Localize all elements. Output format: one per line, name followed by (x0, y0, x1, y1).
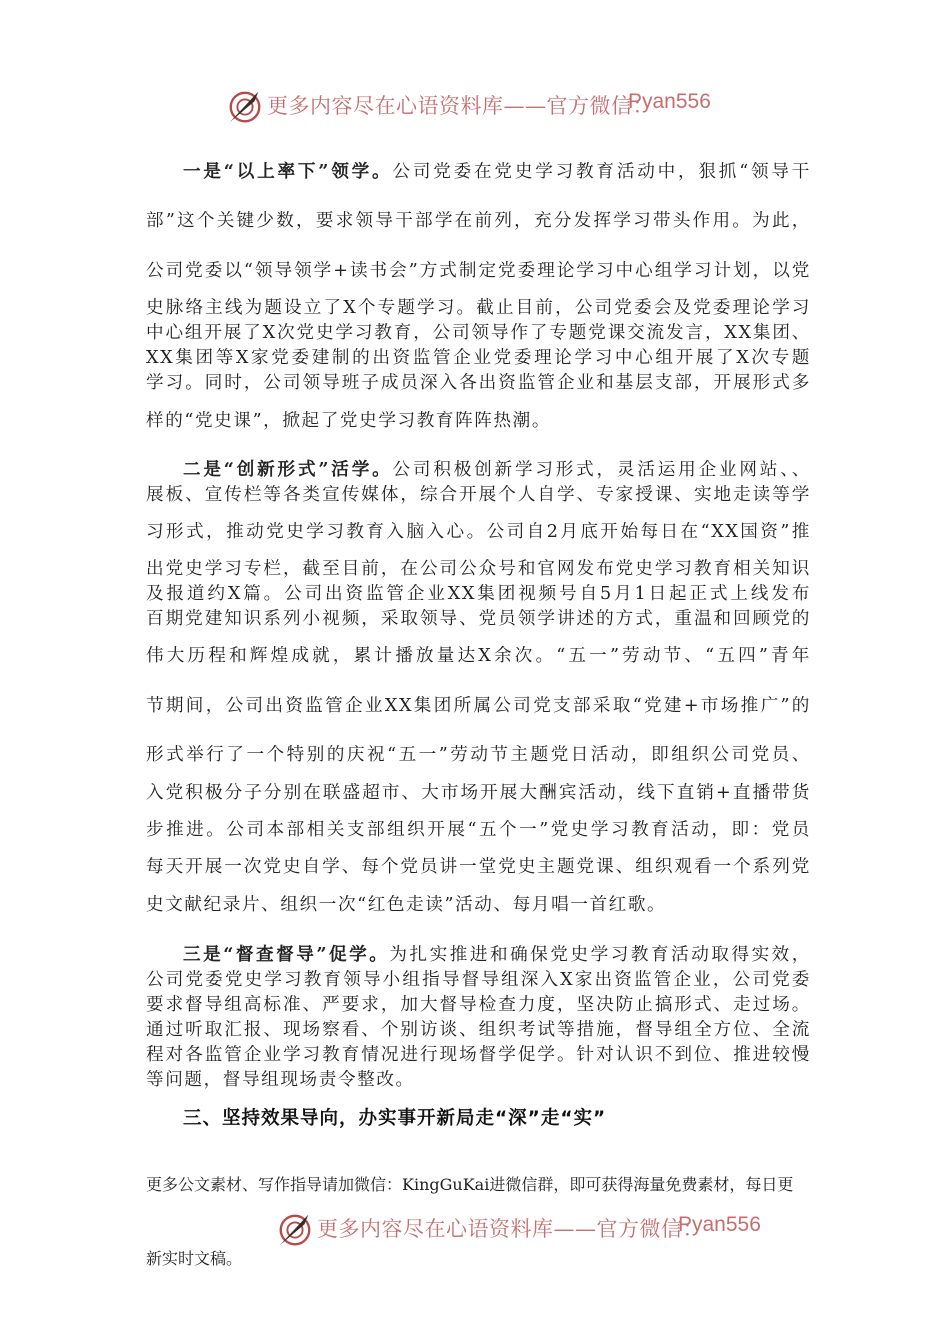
footer-line-1: 更多公文素材、写作指导请加微信：KingGuKai进微信群，即可获得海量免费素材，每日更 (146, 1175, 794, 1194)
watermark-wechat-id: Pyan556 (678, 1213, 761, 1236)
para3-line-3: 要求督导组高标准、严要求，加大督导检查力度，坚决防止搞形式、走过场。 (146, 995, 811, 1015)
para2-line-11: 步推进。公司本部相关支部组织开展“五个一”党史学习教育活动，即：党员 (146, 820, 811, 840)
para2-line-9: 形式举行了一个特别的庆祝“五一”劳动节主题党日活动，即组织公司党员、 (146, 745, 811, 765)
watermark-text: 更多内容尽在心语资料库——官方微信： (267, 94, 654, 118)
para1-line-6: XX集团等X家党委建制的出资监管企业党委理论学习中心组开展了X次专题 (146, 348, 811, 368)
para2-line-3: 习形式，推动党史学习教育入脑入心。公司自2月底开始每日在“XX国资”推 (146, 522, 811, 542)
para1-line-4: 史脉络主线为题设立了X个专题学习。截止目前，公司党委会及党委理论学习 (146, 298, 811, 318)
bottom-watermark-banner (0, 1205, 950, 1253)
top-watermark-banner (0, 82, 950, 130)
para2-line-1: 二是“创新形式”活学。公司积极创新学习形式，灵活运用企业网站、、 (183, 459, 811, 480)
watermark-wechat-id: Pyan556 (628, 90, 711, 113)
para2-line-13: 史文献纪录片、组织一次“红色走读”活动、每月唱一首红歌。 (146, 895, 667, 915)
quill-logo-icon (226, 88, 264, 126)
section-heading: 三、坚持效果导向，办实事开新局走“深”走“实” (183, 1108, 607, 1129)
para2-line-12: 每天开展一次党史自学、每个党员讲一堂党史主题党课、组织观看一个系列党 (146, 857, 811, 877)
para1-line-8: 样的“党史课”，掀起了党史学习教育阵阵热潮。 (146, 411, 552, 431)
para2-line-7: 伟大历程和辉煌成就，累计播放量达X余次。“五一”劳动节、“五四”青年 (146, 646, 811, 666)
para3-line-4: 通过听取汇报、现场察看、个别访谈、组织考试等措施，督导组全方位、全流 (146, 1020, 811, 1040)
watermark-text: 更多内容尽在心语资料库——官方微信： (317, 1217, 704, 1241)
para3-line-1: 三是“督查督导”促学。为扎实推进和确保党史学习教育活动取得实效， (183, 944, 811, 965)
para1-line-3: 公司党委以“领导领学+读书会”方式制定党委理论学习中心组学习计划，以党 (146, 261, 811, 281)
para2-lead: 二是“创新形式”活学。 (183, 459, 393, 480)
para2-line-6: 百期党建知识系列小视频，采取领导、党员领学讲述的方式，重温和回顾党的 (146, 609, 811, 629)
para1-line-1: 一是“以上率下”领学。公司党委在党史学习教育活动中，狠抓“领导干 (183, 161, 811, 182)
footer-line-2: 新实时文稿。 (146, 1249, 243, 1268)
para1-line-2: 部”这个关键少数，要求领导干部学在前列，充分发挥学习带头作用。为此， (146, 211, 811, 231)
para3-line-5: 程对各监管企业学习教育情况进行现场督学促学。针对认识不到位、推进较慢 (146, 1045, 811, 1065)
para3-line-2: 公司党委党史学习教育领导小组指导督导组深入X家出资监管企业，公司党委 (146, 970, 811, 990)
para2-line-2: 展板、宣传栏等各类宣传媒体，综合开展个人自学、专家授课、实地走读等学 (146, 485, 811, 505)
para2-line-8: 节期间，公司出资监管企业XX集团所属公司党支部采取“党建+市场推广”的 (146, 696, 811, 716)
para1-line-7: 学习。同时，公司领导班子成员深入各出资监管企业和基层支部，开展形式多 (146, 373, 811, 393)
para2-line-10: 入党积极分子分别在联盛超市、大市场开展大酬宾活动，线下直销+直播带货 (146, 783, 811, 803)
para3-line-6: 等问题，督导组现场责令整改。 (146, 1070, 415, 1090)
para2-line-5: 及报道约X篇。公司出资监管企业XX集团视频号自5月1日起正式上线发布 (146, 584, 811, 604)
para2-line-4: 出党史学习专栏，截至目前，在公司公众号和官网发布党史学习教育相关知识 (146, 559, 811, 579)
para1-line-5: 中心组开展了X次党史学习教育，公司领导作了专题党课交流发言，XX集团、 (146, 323, 811, 343)
para3-lead: 三是“督查督导”促学。 (183, 944, 390, 965)
para1-lead: 一是“以上率下”领学。 (183, 161, 393, 182)
quill-logo-icon (276, 1211, 314, 1249)
